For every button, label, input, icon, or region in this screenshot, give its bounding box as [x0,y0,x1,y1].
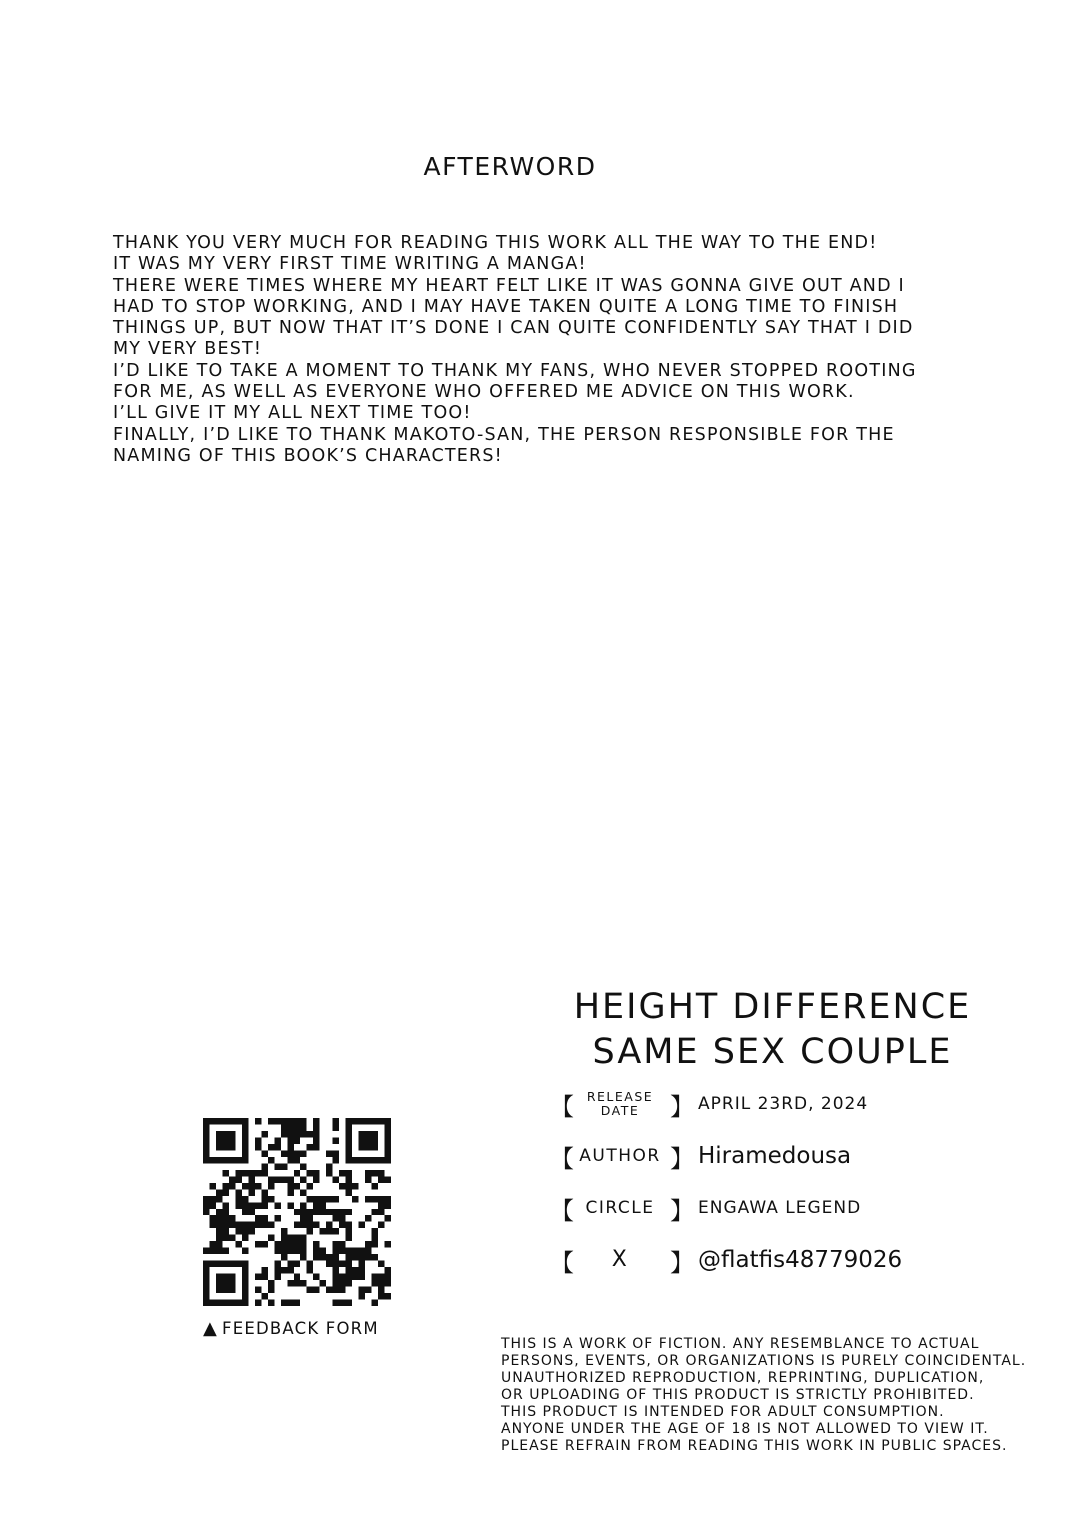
circle-value: ENGAWA LEGEND [698,1198,862,1218]
circle-label: CIRCLE [585,1198,655,1218]
afterword-title: AFTERWORD [423,152,597,181]
release-date-row [550,1084,1020,1124]
author-label: AUTHOR [579,1146,661,1166]
bracket-open: 【 [550,1196,574,1225]
release-label-line: DATE [600,1103,640,1118]
afterword-line: MY VERY BEST! [113,339,263,360]
x-handle: @flatfis48779026 [698,1247,903,1273]
disclaimer [501,1336,1071,1455]
qr-code[interactable] [203,1118,391,1306]
bracket-open: 【 [550,1092,574,1121]
afterword-line: IT WAS MY VERY FIRST TIME WRITING A MANGA! [113,254,587,275]
release-date-value: APRIL 23RD, 2024 [698,1094,869,1114]
disclaimer-line: THIS PRODUCT IS INTENDED FOR ADULT CONSUMPTION. [501,1404,945,1420]
x-label: X [611,1247,629,1272]
afterword-line: I’D LIKE TO TAKE A MOMENT TO THANK MY FANS, WHO NEVER STOPPED ROOTING [113,360,917,381]
triangle-up-icon: ▲ [203,1318,219,1339]
afterword-line: NAMING OF THIS BOOK’S CHARACTERS! [113,445,503,466]
disclaimer-line: ANYONE UNDER THE AGE OF 18 IS NOT ALLOWED TO VIEW IT. [501,1421,989,1437]
author-value: Hiramedousa [698,1143,852,1169]
release-label-line: RELEASE [586,1089,654,1104]
bracket-close: 】 [670,1248,694,1277]
afterword-line: FOR ME, AS WELL AS EVERYONE WHO OFFERED ME ADVICE ON THIS WORK. [113,382,855,403]
disclaimer-line: OR UPLOADING OF THIS PRODUCT IS STRICTLY PROHIBITED. [501,1387,975,1403]
bracket-close: 】 [670,1144,694,1173]
disclaimer-line: THIS IS A WORK OF FICTION. ANY RESEMBLANCE TO ACTUAL [501,1336,980,1352]
circle-row [550,1188,1020,1228]
bracket-close: 】 [670,1092,694,1121]
release-date-label [570,1090,670,1118]
afterword-line: THINGS UP, BUT NOW THAT IT’S DONE I CAN QUITE CONFIDENTLY SAY THAT I DID [113,318,914,339]
book-title-line: HEIGHT DIFFERENCE [573,987,972,1027]
bracket-open: 【 [550,1248,574,1277]
disclaimer-line: PLEASE REFRAIN FROM READING THIS WORK IN PUBLIC SPACES. [501,1438,1008,1454]
afterword-line: THANK YOU VERY MUCH FOR READING THIS WORK ALL THE WAY TO THE END! [113,233,878,253]
feedback-form-label: FEEDBACK FORM [222,1319,379,1338]
afterword-line: THERE WERE TIMES WHERE MY HEART FELT LIKE IT WAS GONNA GIVE OUT AND I [113,275,905,296]
bracket-open: 【 [550,1144,574,1173]
disclaimer-line: UNAUTHORIZED REPRODUCTION, REPRINTING, DUPLICATION, [501,1370,985,1386]
book-title [550,985,995,1075]
afterword-line: I’LL GIVE IT MY ALL NEXT TIME TOO! [113,403,472,424]
x-row [550,1240,1020,1280]
feedback-form-caption [203,1318,379,1339]
disclaimer-line: PERSONS, EVENTS, OR ORGANIZATIONS IS PURELY COINCIDENTAL. [501,1353,1027,1369]
afterword-line: FINALLY, I’D LIKE TO THANK MAKOTO-SAN, THE PERSON RESPONSIBLE FOR THE [113,424,895,445]
bracket-close: 】 [670,1196,694,1225]
afterword-line: HAD TO STOP WORKING, AND I MAY HAVE TAKEN QUITE A LONG TIME TO FINISH [113,296,899,317]
author-row [550,1136,1020,1176]
book-title-line: SAME SEX COUPLE [592,1032,953,1072]
afterword-body [113,233,993,467]
